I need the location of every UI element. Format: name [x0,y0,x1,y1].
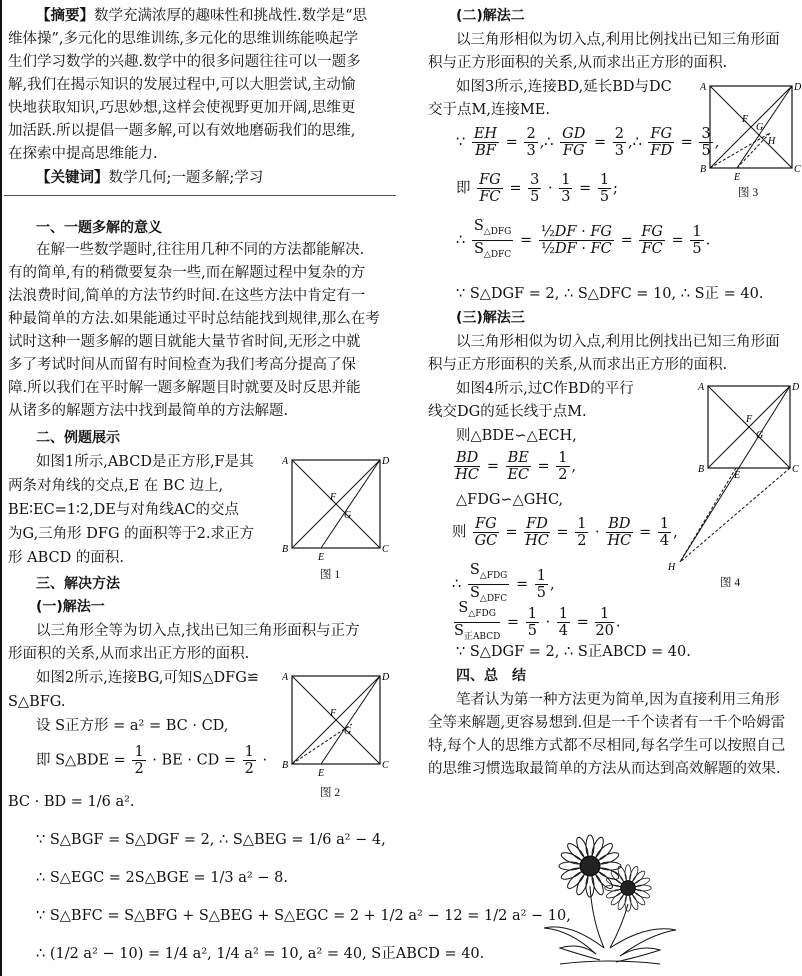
abstract-line: 加活跃.所以提倡一题多解,可以有效地磨砺我们的思维, [8,123,356,139]
section3-title: 三、解决方法 [36,576,120,592]
svg-text:H: H [768,136,776,147]
section1-line: 试时这种一题多解的题目就能大量节省时间,无形之中就 [8,334,361,350]
abstract-line: 维体操”,多元化的思维训练,多元化的思维训练能唤起学 [8,31,359,47]
svg-text:F: F [330,492,337,503]
figure-1 [282,452,392,562]
method2-ratio-eq2: 即 $\frac{FG}{FC}$ = $\frac{3}{5}$ · $\frac{1}{3}$ = $\frac{1}{5}$ ; [456,172,618,205]
section1-line: 法浪费时间,简单的方法节约时间.在这些方法中肯定有一 [8,288,366,304]
section1-line: 有的简单,有的稍微要复杂一些,而在解题过程中复杂的方 [8,265,366,281]
svg-text:C: C [794,164,801,175]
method3-line: 则△BDE∽△ECH, [456,428,577,444]
svg-text:D: D [794,82,802,93]
method1-eq4: ∵ S△BGF = S△DGF = 2, ∴ S△BEG = 1/6 a² − 4, [36,832,386,848]
method3-ratio1: $\frac{BD}{HC}$ = $\frac{BE}{EC}$ = $\frac{1}{2}$ , [455,450,577,483]
svg-text:C: C [382,760,389,771]
method1-eq2: 即 S△BDE = $\frac{1}{2}$ · BE · CD = $\frac{1}{2}$ · [36,744,268,777]
figure-1-caption: 图 1 [320,569,341,581]
svg-text:D: D [792,382,800,393]
flower-illustration [530,830,690,970]
svg-text:F: F [330,708,337,719]
svg-text:A: A [698,382,705,393]
abstract-line-1: 【摘要】数学充满浓厚的趣味性和挑战性.数学是“思 [36,8,368,24]
section2-line: 形 ABCD 的面积. [8,550,124,566]
svg-text:G: G [344,726,352,737]
keywords-tag: 【关键词】 [36,170,109,186]
section4-line: 特,每个人的思维方式都不尽相同,每名学生可以按照自己 [428,738,786,754]
section1-line: 障.所以我们在平时解一题多解题目时就要及时反思并能 [8,380,361,396]
svg-text:G: G [756,430,764,441]
svg-text:A: A [282,456,289,467]
method2-line: 交于点M,连接ME. [428,102,550,118]
figure-3-caption: 图 3 [738,187,759,199]
abstract-line: 在探索中提高思维能力. [8,146,158,162]
svg-text:D: D [382,456,390,467]
method2-result: ∵ S△DGF = 2, ∴ S△DFC = 10, ∴ S正 = 40. [456,286,764,302]
keywords: 【关键词】数学几何;一题多解;学习 [36,170,264,186]
method3-line: 如图4所示,过C作BD的平行 [456,381,634,397]
abstract-divider [4,195,396,196]
method2-line: 积与正方形面积的关系,从而求出正方形的面积. [428,55,728,71]
method1-line: 以三角形全等为切入点,找出已知三角形面积与正方 [36,623,360,639]
method1-line: 如图2所示,连接BG,可知S△DFG≌ [36,670,259,686]
method3-line: 线交DG的延长线于点M. [428,404,587,420]
method3-line: 以三角形相似为切入点,利用比例找出已知三角形面 [456,334,780,350]
section4-line: 笔者认为第一种方法更为简单,因为直接利用三角形 [456,692,780,708]
abstract-line: 解,我们在揭示知识的发展过程中,可以大胆尝试,主动愉 [8,77,356,93]
svg-text:C: C [792,464,799,475]
section4-title: 四、总 结 [456,668,526,684]
method3-area2: $\frac{S_{\triangle FDG}}{S_{正ABCD}}$ = $\frac{1}{5}$ · $\frac{1}{4}$ = $\frac{1}{20}$ . [454,600,621,642]
section4-line: 的思维习惯选取最简单的方法从而达到高效解题的效果. [428,761,781,777]
svg-text:B: B [698,464,705,475]
section1-line: 从诸多的解题方法中找到最简单的方法解题. [8,403,289,419]
section2-title: 二、例题展示 [36,430,120,446]
svg-text:B: B [282,544,289,555]
section1-line: 种最简单的方法.如果能通过平时总结能找到规律,那么在考 [8,311,380,327]
section2-line: 如图1所示,ABCD是正方形,F是其 [36,454,254,470]
method3-title: (三)解法三 [456,310,525,326]
method1-line: 形面积的关系,从而求出正方形的面积. [8,646,250,662]
method3-area1: ∴ $\frac{S_{\triangle FDG}}{S_{\triangle DFC}}$ = $\frac{1}{5}$ , [452,562,555,604]
figure-2 [282,668,392,778]
abstract-line: 生们学习数学的兴趣.数学中的很多问题往往可以一题多 [8,54,361,70]
section2-line: 两条对角线的交点,E 在 BC 边上, [8,478,224,494]
abstract-tag: 【摘要】 [36,8,94,24]
section1-title: 一、一题多解的意义 [36,220,162,236]
section1-line: 在解一些数学题时,往往用几种不同的方法都能解决. [36,242,365,258]
section4-line: 全等来解题,更容易想到.但是一千个读者有一千个哈姆雷 [428,715,786,731]
svg-text:F: F [742,114,749,125]
method2-line: 以三角形相似为切入点,利用比例找出已知三角形面 [456,32,780,48]
svg-text:G: G [344,510,352,521]
figure-4 [662,378,802,576]
figure-4-caption: 图 4 [720,577,741,589]
method1-eq5: ∴ S△EGC = 2S△BGE = 1/3 a² − 8. [36,870,288,886]
section2-line: 为G,三角形 DFG 的面积等于2.求正方 [8,526,254,542]
section2-line: BE∶EC=1∶2,DE与对角线AC的交点 [8,502,239,518]
method1-title: (一)解法一 [36,599,105,615]
svg-text:H: H [668,562,676,573]
svg-text:E: E [734,470,741,481]
abstract-line: 快地获取知识,巧思妙想,这样会使视野更加开阔,思维更 [8,100,356,116]
svg-text:E: E [318,552,325,562]
method3-result: ∵ S△DGF = 2, ∴ S正ABCD = 40. [456,644,691,660]
svg-text:B: B [282,760,289,771]
method1-line: S△BFG. [8,694,66,710]
method1-eq6: ∵ S△BFC = S△BFG + S△BEG + S△EGC = 2 + 1/2 a² − 12 = 1/2 a² − 10, [36,908,571,924]
svg-text:A: A [282,672,289,683]
svg-text:C: C [382,544,389,555]
section1-line: 多了考试时间从而留有时间检查为我们考高分提高了保 [8,357,356,373]
svg-text:D: D [382,672,390,683]
method2-ratio-eq: ∵ $\frac{EH}{BF}$ = $\frac{2}{3}$ ,∴ $\frac{GD}{FG}$ = $\frac{2}{3}$ ,∴ $\frac{FG}{FD}$ = $\frac{3}{5}$ , [456,126,720,159]
svg-text:F: F [746,414,753,425]
svg-text:E: E [318,768,325,778]
svg-text:E: E [734,172,741,183]
method2-title: (二)解法二 [456,8,525,24]
method1-eq7: ∴ (1/2 a² − 10) = 1/4 a², 1/4 a² = 10, a² = 40, S正ABCD = 40. [36,946,485,962]
method3-sim2: △FDG∽△GHC, [456,492,564,508]
method1-eq1: 设 S正方形 = a² = BC · CD, [36,718,229,734]
svg-text:G: G [756,122,764,133]
method2-area-eq: ∴ $\frac{S_{\triangle DFG}}{S_{\triangle DFC}}$ = $\frac{\text{½DF · FG}}{\text{½DF · FC}}$ = $\frac{FG}{FC}$ = $\frac{1}{5}$ . [456,218,711,260]
figure-2-caption: 图 2 [320,787,341,799]
svg-text:A: A [700,82,707,93]
figure-3 [700,78,802,186]
method3-line: 积与正方形面积的关系,从而求出正方形的面积. [428,357,728,373]
method3-ratio2: 则 $\frac{FG}{GC}$ = $\frac{FD}{HC}$ = $\frac{1}{2}$ · $\frac{BD}{HC}$ = $\frac{1}{4}$ , [452,516,678,549]
method2-line: 如图3所示,连接BD,延长BD与DC [456,79,672,95]
method1-eq3: BC · BD = 1/6 a². [8,794,135,810]
svg-text:B: B [700,164,707,175]
